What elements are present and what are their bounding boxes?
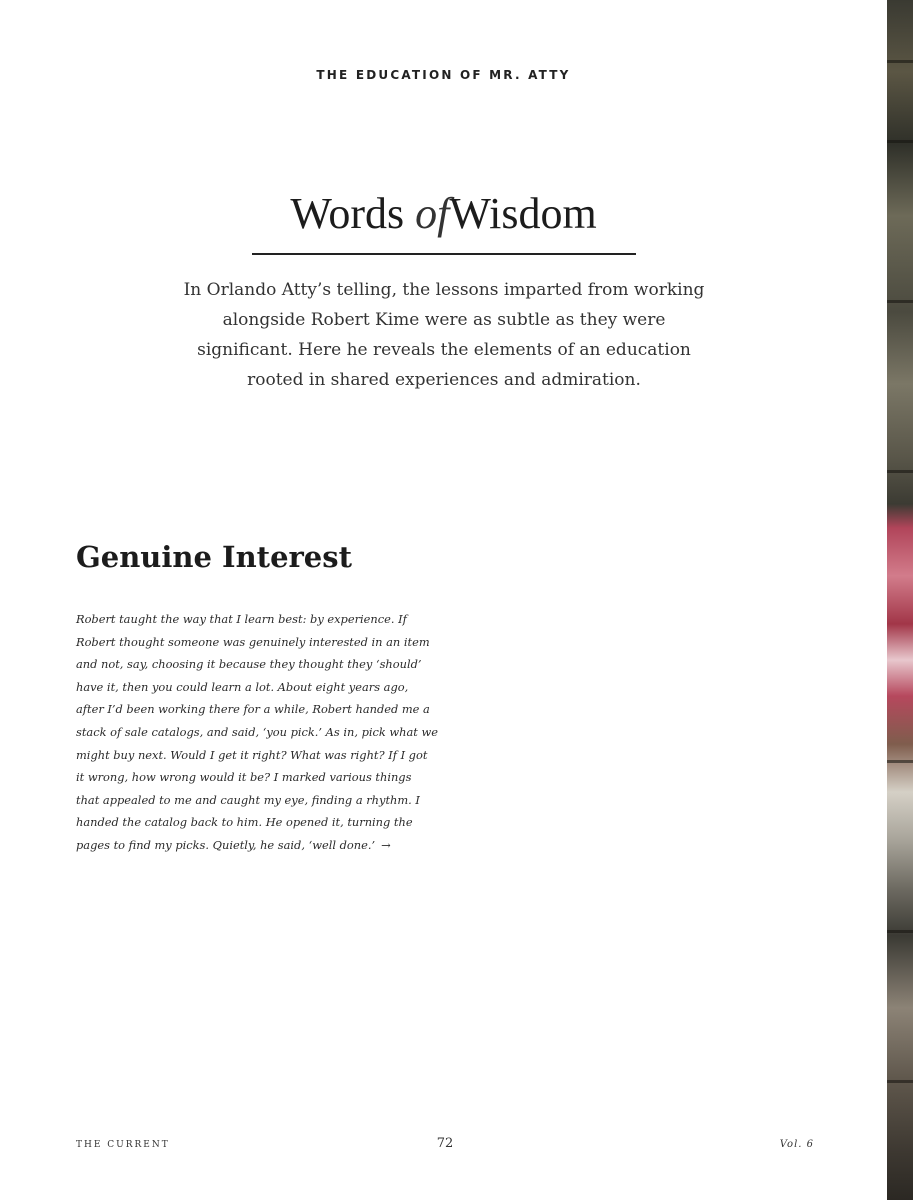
title-part-of: of <box>415 189 450 238</box>
continue-arrow-icon: → <box>381 837 391 852</box>
adjacent-photo-edge <box>887 0 913 1200</box>
section-body-text: Robert taught the way that I learn best: by experience. If Robert thought someone was genuinely interested in an item and not, say, choosing it because they thought they ‘should’ have it, then you could learn a lot. About eight years ago, after I’d been working there for a while, Robert handed me a stack of sale catalogs, and said, ‘you pick.’ As in, pick what we might buy next. Would I get it right? What was right? If I got it wrong, how wrong would it be? I marked various things that appealed to me and caught my eye, finding a rhythm. I handed the catalog back to him. He opened it, turning the pages to find my picks. Quietly, he said, ‘well done.’ <box>76 612 438 852</box>
section-heading: Genuine Interest <box>76 540 352 574</box>
title-part-words: Words <box>290 189 405 238</box>
title-part-wisdom: Wisdom <box>449 189 597 238</box>
footer-page-number: 72 <box>436 1136 454 1151</box>
title-underline-rule <box>252 253 636 255</box>
article-kicker: THE EDUCATION OF MR. ATTY <box>316 68 571 82</box>
footer-publication: THE CURRENT <box>76 1140 170 1150</box>
footer-volume: Vol. 6 <box>779 1139 814 1150</box>
article-title <box>0 188 887 240</box>
article-dek: In Orlando Atty’s telling, the lessons imparted from working alongside Robert Kime were as subtle as they were significant. Here he reveals the elements of an education rooted in shared experiences and admiration. <box>183 280 705 390</box>
section-body <box>76 608 438 857</box>
